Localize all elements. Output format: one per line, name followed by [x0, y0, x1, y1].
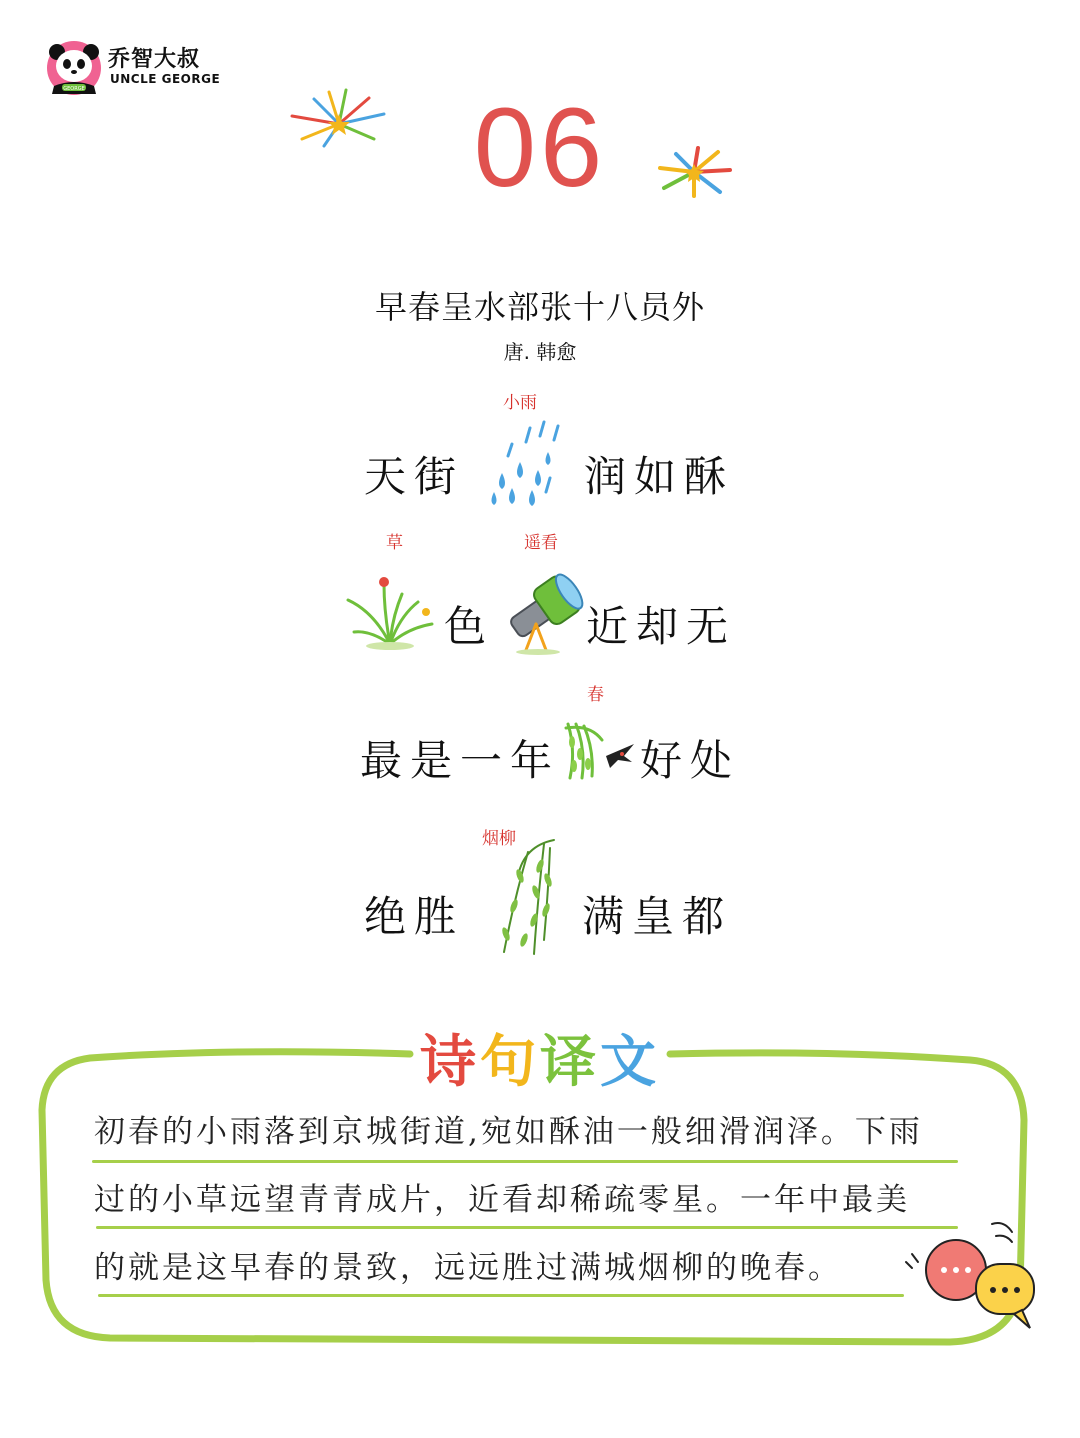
page-number: 06	[473, 85, 607, 210]
firework-right-icon	[654, 142, 738, 202]
poem-line-2-left: 色	[444, 602, 495, 651]
speech-bubbles-icon	[904, 1218, 1044, 1338]
poem-line-1-left: 天街	[364, 452, 465, 501]
svg-text:GEORGE: GEORGE	[63, 86, 85, 92]
translation-title	[0, 1018, 1080, 1098]
underline-1	[92, 1160, 958, 1163]
poem-line-1-right: 润如酥	[584, 452, 735, 501]
poem-line-4-left: 绝胜	[364, 892, 465, 941]
translation-line-2: 过的小草远望青青成片，近看却稀疏零星。一年中最美	[94, 1182, 910, 1218]
logo-chinese-name: 乔智大叔	[108, 47, 201, 72]
poem-title: 早春呈水部张十八员外	[374, 288, 705, 326]
translation-title-char-3: 译	[540, 1030, 600, 1095]
hint-distant-look: 遥看	[524, 533, 558, 553]
poem-author: 唐. 韩愈	[503, 340, 577, 364]
firework-left-icon	[284, 84, 394, 154]
spring-willow-swallow-icon	[562, 720, 636, 784]
telescope-icon	[502, 566, 586, 658]
translation-title-char-1: 诗	[420, 1030, 480, 1095]
poem-line-3-right: 好处	[640, 736, 741, 785]
translation-title-char-2: 句	[480, 1030, 540, 1095]
willow-icon	[484, 836, 560, 960]
brand-logo	[44, 38, 224, 98]
underline-3	[98, 1294, 904, 1297]
underline-2	[96, 1226, 958, 1229]
translation-line-3: 的就是这早春的景致，远远胜过满城烟柳的晚春。	[94, 1250, 842, 1286]
hint-spring: 春	[587, 685, 604, 705]
hint-grass: 草	[386, 533, 403, 553]
logo-english-name: UNCLE GEORGE	[110, 72, 221, 86]
grass-icon	[344, 572, 436, 652]
translation-title-char-4: 文	[600, 1030, 660, 1095]
hint-rain: 小雨	[503, 393, 537, 413]
panda-logo-icon	[44, 38, 106, 98]
hint-misty-willow: 烟柳	[482, 829, 516, 849]
translation-line-1: 初春的小雨落到京城街道,宛如酥油一般细滑润泽。下雨	[94, 1114, 923, 1150]
poem-line-4-right: 满皇都	[582, 892, 733, 941]
poem-line-3-left: 最是一年	[360, 736, 561, 785]
rain-icon	[482, 418, 566, 510]
poem-line-2-right: 近却无	[586, 602, 737, 651]
